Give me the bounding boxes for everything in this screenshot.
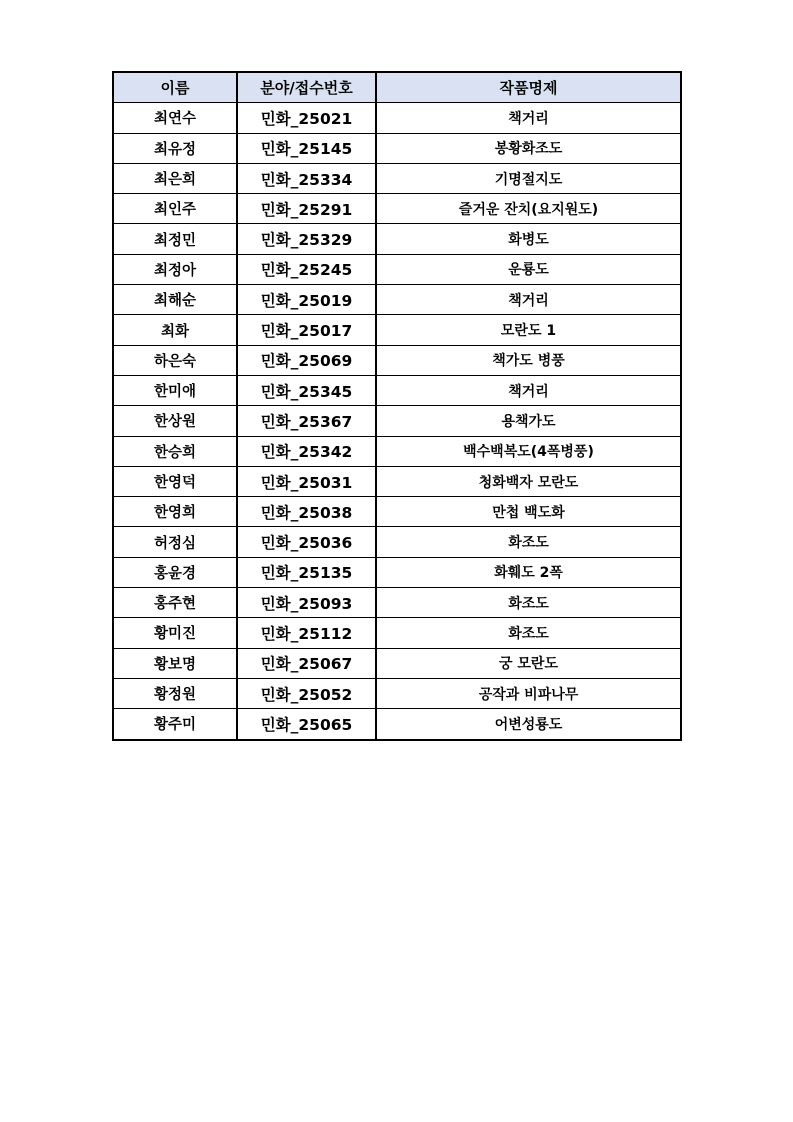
cell-code: 민화_25065: [237, 709, 376, 740]
table-row: [113, 466, 681, 496]
cell-code: 민화_25345: [237, 375, 376, 405]
cell-code: 민화_25017: [237, 315, 376, 345]
cell-title: 기명절지도: [376, 163, 681, 193]
cell-title: 만첩 백도화: [376, 497, 681, 527]
cell-title: 책가도 병풍: [376, 345, 681, 375]
cell-title: 화조도: [376, 618, 681, 648]
cell-name: 한승희: [113, 436, 237, 466]
table-row: [113, 678, 681, 708]
cell-title: 모란도 1: [376, 315, 681, 345]
table-row: [113, 436, 681, 466]
cell-title: 화조도: [376, 588, 681, 618]
cell-name: 황주미: [113, 709, 237, 740]
cell-title: 책거리: [376, 375, 681, 405]
cell-code: 민화_25067: [237, 648, 376, 678]
table-row: [113, 103, 681, 133]
cell-name: 최정민: [113, 224, 237, 254]
cell-title: 화병도: [376, 224, 681, 254]
cell-name: 홍주현: [113, 588, 237, 618]
cell-code: 민화_25334: [237, 163, 376, 193]
cell-name: 하은숙: [113, 345, 237, 375]
table-row: [113, 254, 681, 284]
cell-title: 공작과 비파나무: [376, 678, 681, 708]
header-code: 분야/접수번호: [237, 72, 376, 103]
table-row: [113, 406, 681, 436]
header-row: [113, 72, 681, 103]
cell-code: 민화_25112: [237, 618, 376, 648]
cell-name: 한영덕: [113, 466, 237, 496]
cell-code: 민화_25093: [237, 588, 376, 618]
cell-code: 민화_25329: [237, 224, 376, 254]
cell-name: 한미애: [113, 375, 237, 405]
cell-code: 민화_25342: [237, 436, 376, 466]
cell-name: 최화: [113, 315, 237, 345]
cell-title: 화조도: [376, 527, 681, 557]
table-row: [113, 375, 681, 405]
table-row: [113, 527, 681, 557]
table-row: [113, 497, 681, 527]
table-row: [113, 194, 681, 224]
cell-name: 최인주: [113, 194, 237, 224]
cell-title: 책거리: [376, 285, 681, 315]
cell-name: 최해순: [113, 285, 237, 315]
cell-code: 민화_25145: [237, 133, 376, 163]
table-body: [113, 103, 681, 740]
cell-name: 최정아: [113, 254, 237, 284]
table-row: [113, 709, 681, 740]
table-row: [113, 648, 681, 678]
cell-name: 황정원: [113, 678, 237, 708]
cell-code: 민화_25052: [237, 678, 376, 708]
cell-code: 민화_25038: [237, 497, 376, 527]
cell-code: 민화_25245: [237, 254, 376, 284]
cell-title: 즐거운 잔치(요지원도): [376, 194, 681, 224]
cell-name: 홍윤경: [113, 557, 237, 587]
cell-title: 궁 모란도: [376, 648, 681, 678]
table-row: [113, 224, 681, 254]
cell-title: 운룡도: [376, 254, 681, 284]
cell-name: 최유정: [113, 133, 237, 163]
table-row: [113, 315, 681, 345]
cell-title: 용책가도: [376, 406, 681, 436]
header-title: 작품명제: [376, 72, 681, 103]
cell-name: 한상원: [113, 406, 237, 436]
cell-name: 허정심: [113, 527, 237, 557]
table-row: [113, 285, 681, 315]
cell-code: 민화_25135: [237, 557, 376, 587]
cell-code: 민화_25036: [237, 527, 376, 557]
cell-name: 황보명: [113, 648, 237, 678]
cell-name: 황미진: [113, 618, 237, 648]
cell-title: 어변성룡도: [376, 709, 681, 740]
cell-title: 청화백자 모란도: [376, 466, 681, 496]
cell-code: 민화_25069: [237, 345, 376, 375]
cell-title: 책거리: [376, 103, 681, 133]
cell-code: 민화_25021: [237, 103, 376, 133]
table-row: [113, 588, 681, 618]
table-header: [113, 72, 681, 103]
header-name: 이름: [113, 72, 237, 103]
table-row: [113, 133, 681, 163]
cell-code: 민화_25291: [237, 194, 376, 224]
cell-title: 봉황화조도: [376, 133, 681, 163]
cell-title: 백수백복도(4폭병풍): [376, 436, 681, 466]
cell-name: 최은희: [113, 163, 237, 193]
table-row: [113, 345, 681, 375]
table-row: [113, 557, 681, 587]
cell-code: 민화_25031: [237, 466, 376, 496]
table-row: [113, 618, 681, 648]
cell-title: 화훼도 2폭: [376, 557, 681, 587]
cell-name: 한영희: [113, 497, 237, 527]
cell-code: 민화_25019: [237, 285, 376, 315]
table-row: [113, 163, 681, 193]
entries-table: [112, 71, 682, 741]
cell-code: 민화_25367: [237, 406, 376, 436]
cell-name: 최연수: [113, 103, 237, 133]
